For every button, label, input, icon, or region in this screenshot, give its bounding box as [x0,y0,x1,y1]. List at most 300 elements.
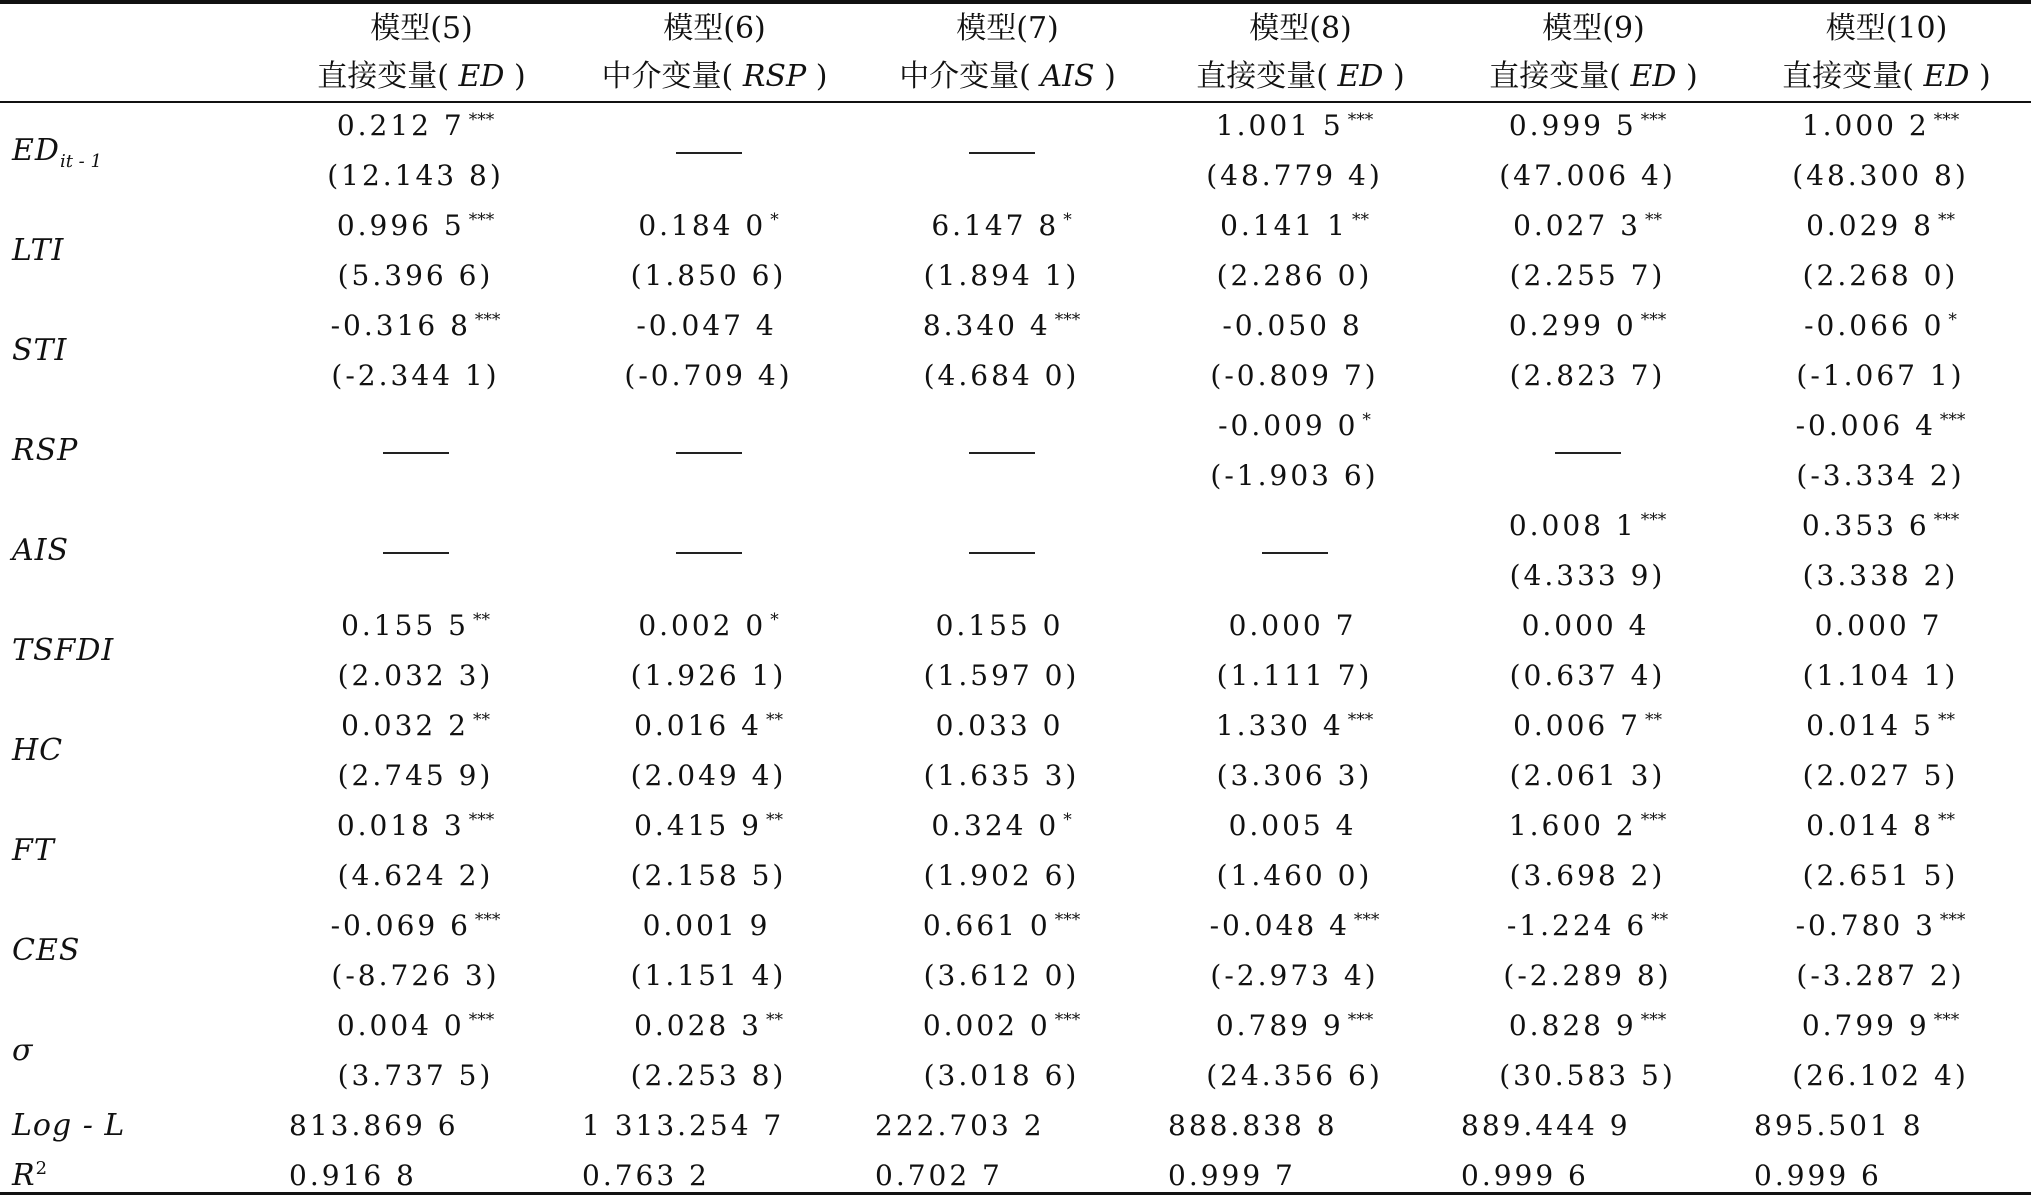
coefficient-cell [1740,101,2031,151]
significance-stars: ** [765,1009,783,1030]
table-row-tstat [0,251,2031,301]
empty-cell [861,501,1154,601]
variable-type-suffix: ) [1104,59,1116,94]
coefficient-cell [1154,801,1447,851]
coefficient-value: 0.000 4 [1521,609,1650,642]
variable-label [0,501,275,601]
table-row-tstat [0,851,2031,901]
significance-stars: * [1063,209,1072,230]
significance-stars: *** [1933,109,1960,130]
variable-type-prefix: 中介变量( [899,59,1031,94]
table-row [0,1001,2031,1051]
t-statistic-cell: (1.635 3) [923,759,1080,792]
t-statistic-cell: (-2.344 1) [331,359,500,392]
significance-stars: ** [765,809,783,830]
significance-stars: * [1362,409,1371,430]
statistic-value: 813.869 6 [289,1109,459,1142]
coefficient-cell [568,201,861,251]
t-statistic-cell: (2.268 0) [1802,259,1959,292]
t-statistic-cell: (1.597 0) [923,659,1080,692]
t-statistic-cell: (1.111 7) [1216,659,1373,692]
t-statistic-cell: (-3.287 2) [1796,959,1965,992]
coefficient-cell [275,901,568,951]
coefficient-cell [1740,201,2031,251]
table-row [0,301,2031,351]
variable-column-header [0,4,275,53]
dash-placeholder [676,152,742,154]
empty-cell [1154,501,1447,601]
coefficient-value: 0.155 0 [935,609,1064,642]
t-statistic-cell: (2.061 3) [1509,759,1666,792]
coefficient-value: 0.018 3 [336,809,465,842]
t-statistic-cell: (3.698 2) [1509,859,1666,892]
t-statistic-cell: (2.255 7) [1509,259,1666,292]
model-header: 模型(8) [1249,11,1352,46]
dash-placeholder [383,552,449,554]
statistic-value: 895.501 8 [1754,1109,1924,1142]
variable-type-header-blank [0,53,275,101]
t-statistic-cell: (-8.726 3) [331,959,500,992]
coefficient-value: 0.029 8 [1806,209,1934,242]
table-row [0,501,2031,551]
t-statistic-cell: (1.894 1) [923,259,1080,292]
variable-label [0,701,275,801]
coefficient-value: 0.014 8 [1806,809,1934,842]
t-statistic-cell: (48.300 8) [1792,159,1969,192]
coefficient-cell [1740,301,2031,351]
statistic-row [0,1101,2031,1151]
coefficient-value: 0.005 4 [1228,809,1357,842]
coefficient-value: -0.009 0 [1218,409,1359,442]
significance-stars: ** [1644,209,1662,230]
dash-placeholder [383,452,449,454]
t-statistic-cell: (3.306 3) [1216,759,1373,792]
significance-stars: ** [1937,209,1955,230]
coefficient-value: 0.008 1 [1508,509,1637,542]
coefficient-cell [1154,701,1447,751]
statistic-value: 1 313.254 7 [582,1109,785,1142]
coefficient-value: 0.324 0 [931,809,1060,842]
statistic-label [0,1151,275,1201]
t-statistic-cell: (2.745 9) [337,759,494,792]
significance-stars: ** [1651,909,1669,930]
coefficient-cell [275,301,568,351]
significance-stars: ** [472,709,490,730]
significance-stars: *** [1939,909,1966,930]
statistic-value: 0.702 7 [875,1159,1003,1192]
coefficient-value: 0.141 1 [1220,209,1348,242]
variable-subscript: it - 1 [59,151,102,172]
statistic-name: R [12,1158,36,1193]
coefficient-cell [1154,401,1447,451]
t-statistic-cell: (1.926 1) [630,659,787,692]
table-row-tstat [0,751,2031,801]
variable-label [0,201,275,301]
coefficient-cell [861,601,1154,651]
coefficient-value: 0.006 7 [1513,709,1641,742]
coefficient-value: 1.600 2 [1508,809,1637,842]
coefficient-cell [1740,401,2031,451]
t-statistic-cell: (-1.067 1) [1796,359,1965,392]
significance-stars: * [1063,809,1072,830]
model-header: 模型(7) [956,11,1059,46]
coefficient-value: 6.147 8 [931,209,1060,242]
t-statistic-cell: (1.104 1) [1802,659,1959,692]
t-statistic-cell: (4.624 2) [337,859,494,892]
empty-cell [568,101,861,201]
coefficient-value: 0.828 9 [1508,1009,1637,1042]
significance-stars: *** [474,309,501,330]
coefficient-value: 8.340 4 [922,309,1051,342]
coefficient-cell [1154,101,1447,151]
coefficient-cell [1154,1001,1447,1051]
coefficient-cell [1447,601,1740,651]
coefficient-cell [1447,901,1740,951]
model-header: 模型(5) [370,11,473,46]
dash-placeholder [1555,452,1621,454]
table-body [0,101,2031,1201]
significance-stars: *** [468,109,495,130]
t-statistic-cell: (-0.809 7) [1210,359,1379,392]
variable-name: TSFDI [12,633,115,668]
variable-label [0,901,275,1001]
coefficient-value: 0.000 7 [1814,609,1943,642]
significance-stars: *** [1347,709,1374,730]
significance-stars: *** [1347,1009,1374,1030]
t-statistic-cell: (2.823 7) [1509,359,1666,392]
t-statistic-cell: (2.032 3) [337,659,494,692]
t-statistic-cell: (30.583 5) [1499,1059,1676,1092]
empty-cell [861,101,1154,201]
coefficient-cell [568,601,861,651]
table-row [0,701,2031,751]
variable-type-header [1740,53,2031,101]
t-statistic-cell: (2.049 4) [630,759,787,792]
coefficient-cell [568,1001,861,1051]
variable-label [0,601,275,701]
significance-stars: ** [1351,209,1369,230]
empty-cell [861,401,1154,501]
empty-cell [568,401,861,501]
t-statistic-cell: (0.637 4) [1509,659,1666,692]
coefficient-cell [1740,1001,2031,1051]
t-statistic-cell: (2.027 5) [1802,759,1959,792]
t-statistic-cell: (12.143 8) [327,159,504,192]
coefficient-value: 0.002 0 [638,609,767,642]
t-statistic-cell: (2.158 5) [630,859,787,892]
t-statistic-cell: (2.253 8) [630,1059,787,1092]
significance-stars: *** [1054,1009,1081,1030]
coefficient-cell [1447,1001,1740,1051]
coefficient-cell [1447,801,1740,851]
t-statistic-cell: (4.684 0) [923,359,1080,392]
significance-stars: * [770,609,779,630]
variable-name: AIS [12,533,70,568]
variable-label [0,1001,275,1101]
statistic-value: 0.999 6 [1754,1159,1882,1192]
model-header: 模型(10) [1825,11,1948,46]
coefficient-cell [275,1001,568,1051]
coefficient-value: 0.212 7 [336,109,465,142]
table-row-tstat [0,351,2031,401]
table-row [0,901,2031,951]
regression-table [0,4,2031,1201]
coefficient-value: 0.028 3 [634,1009,762,1042]
variable-type-code: ED [1337,59,1384,94]
empty-cell [1447,401,1740,501]
coefficient-value: 1.000 2 [1801,109,1930,142]
t-statistic-cell: (4.333 9) [1509,559,1666,592]
coefficient-value: 1.001 5 [1215,109,1344,142]
significance-stars: *** [1933,509,1960,530]
coefficient-value: 0.184 0 [638,209,767,242]
table-header [0,4,2031,101]
t-statistic-cell: (1.151 4) [630,959,787,992]
coefficient-cell [1447,201,1740,251]
t-statistic-cell: (3.018 6) [923,1059,1080,1092]
variable-label [0,301,275,401]
variable-name: RSP [12,433,79,468]
variable-type-prefix: 直接变量( [1489,59,1621,94]
coefficient-value: 0.002 0 [922,1009,1051,1042]
variable-type-header [568,53,861,101]
coefficient-value: -0.316 8 [330,309,471,342]
table-row-tstat [0,651,2031,701]
variable-type-code: ED [1923,59,1970,94]
t-statistic-cell: (-2.289 8) [1503,959,1672,992]
coefficient-value: 0.027 3 [1513,209,1641,242]
coefficient-cell [1740,901,2031,951]
significance-stars: ** [1937,709,1955,730]
model-header: 模型(6) [663,11,766,46]
variable-type-prefix: 中介变量( [601,59,734,94]
empty-cell [568,501,861,601]
coefficient-value: 0.155 5 [341,609,469,642]
coefficient-cell [1154,201,1447,251]
coefficient-value: 0.004 0 [336,1009,465,1042]
model-name-row [0,4,2031,53]
statistic-name: Log - L [12,1108,126,1143]
dash-placeholder [1262,552,1328,554]
significance-stars: *** [1054,909,1081,930]
significance-stars: ** [472,609,490,630]
significance-stars: *** [1353,909,1380,930]
variable-name: σ [12,1033,34,1068]
significance-stars: ** [1937,809,1955,830]
variable-name: HC [12,733,64,768]
t-statistic-cell: (47.006 4) [1499,159,1676,192]
coefficient-cell [861,801,1154,851]
statistic-row [0,1151,2031,1201]
t-statistic-cell: (-1.903 6) [1210,459,1379,492]
statistic-value: 0.999 6 [1461,1159,1589,1192]
coefficient-value: 0.032 2 [341,709,469,742]
dash-placeholder [969,552,1035,554]
variable-type-suffix: ) [1393,59,1405,94]
significance-stars: *** [1347,109,1374,130]
coefficient-cell [1740,801,2031,851]
coefficient-cell [861,901,1154,951]
coefficient-value: 0.014 5 [1806,709,1934,742]
variable-name: CES [12,933,81,968]
coefficient-cell [568,801,861,851]
coefficient-value: -0.006 4 [1795,409,1936,442]
coefficient-value: 0.999 5 [1508,109,1637,142]
significance-stars: *** [1933,1009,1960,1030]
empty-cell [275,501,568,601]
t-statistic-cell: (2.286 0) [1216,259,1373,292]
coefficient-cell [1447,101,1740,151]
coefficient-value: 0.996 5 [336,209,465,242]
variable-label [0,801,275,901]
variable-name: ED [12,133,60,168]
significance-stars: *** [1640,109,1667,130]
coefficient-value: -0.066 0 [1804,309,1945,342]
variable-type-suffix: ) [815,59,828,94]
variable-type-code: RSP [742,59,807,94]
coefficient-cell [1154,601,1447,651]
coefficient-cell [1447,301,1740,351]
significance-stars: * [1948,309,1957,330]
variable-type-header [1154,53,1447,101]
t-statistic-cell: (3.612 0) [923,959,1080,992]
variable-type-code: ED [458,59,505,94]
coefficient-value: 0.033 0 [935,709,1064,742]
coefficient-cell [275,101,568,151]
significance-stars: *** [468,1009,495,1030]
coefficient-value: 0.789 9 [1215,1009,1344,1042]
significance-stars: *** [1640,309,1667,330]
coefficient-value: 0.001 9 [642,909,771,942]
coefficient-cell [1447,701,1740,751]
t-statistic-cell: (3.338 2) [1802,559,1959,592]
coefficient-cell [861,701,1154,751]
model-header: 模型(9) [1542,11,1645,46]
variable-label [0,101,275,201]
table-row [0,601,2031,651]
coefficient-cell [275,701,568,751]
statistic-label [0,1101,275,1151]
statistic-value: 888.838 8 [1168,1109,1338,1142]
t-statistic-cell: (2.651 5) [1802,859,1959,892]
significance-stars: *** [1054,309,1081,330]
t-statistic-cell: (-2.973 4) [1210,959,1379,992]
coefficient-value: -0.047 4 [636,309,777,342]
coefficient-cell [1740,601,2031,651]
coefficient-cell [1740,701,2031,751]
significance-stars: *** [468,809,495,830]
coefficient-cell [275,601,568,651]
coefficient-cell [861,301,1154,351]
coefficient-value: -0.069 6 [330,909,471,942]
statistic-value: 0.916 8 [289,1159,417,1192]
variable-type-code: ED [1630,59,1677,94]
coefficient-value: 0.661 0 [922,909,1051,942]
coefficient-cell [568,301,861,351]
significance-stars: *** [474,909,501,930]
variable-type-suffix: ) [514,59,526,94]
t-statistic-cell: (48.779 4) [1206,159,1383,192]
significance-stars: *** [1640,509,1667,530]
coefficient-cell [1740,501,2031,551]
significance-stars: ** [1644,709,1662,730]
t-statistic-cell: (1.850 6) [630,259,787,292]
coefficient-cell [568,901,861,951]
coefficient-cell [275,201,568,251]
dash-placeholder [676,552,742,554]
coefficient-cell [568,701,861,751]
coefficient-cell [1447,501,1740,551]
significance-stars: ** [765,709,783,730]
significance-stars: *** [1939,409,1966,430]
dash-placeholder [969,152,1035,154]
t-statistic-cell: (1.902 6) [923,859,1080,892]
t-statistic-cell: (26.102 4) [1792,1059,1969,1092]
t-statistic-cell: (5.396 6) [337,259,494,292]
statistic-superscript: 2 [35,1158,49,1179]
empty-cell [275,401,568,501]
coefficient-value: 1.330 4 [1215,709,1344,742]
coefficient-value: 0.415 9 [634,809,762,842]
variable-type-row [0,53,2031,101]
t-statistic-cell: (24.356 6) [1206,1059,1383,1092]
t-statistic-cell: (1.460 0) [1216,859,1373,892]
t-statistic-cell: (-0.709 4) [624,359,793,392]
coefficient-value: 0.016 4 [634,709,762,742]
coefficient-cell [1154,901,1447,951]
statistic-value: 0.763 2 [582,1159,710,1192]
significance-stars: *** [1640,1009,1667,1030]
statistic-value: 222.703 2 [875,1109,1045,1142]
variable-name: FT [12,833,55,868]
table-row [0,401,2031,451]
statistic-value: 0.999 7 [1168,1159,1296,1192]
coefficient-value: 0.353 6 [1801,509,1930,542]
variable-type-header [861,53,1154,101]
variable-type-header [275,53,568,101]
dash-placeholder [676,452,742,454]
variable-type-suffix: ) [1686,59,1698,94]
table-row-tstat [0,1051,2031,1101]
coefficient-value: -0.780 3 [1795,909,1936,942]
variable-type-prefix: 直接变量( [1196,59,1328,94]
t-statistic-cell: (-3.334 2) [1796,459,1965,492]
variable-type-prefix: 直接变量( [317,59,449,94]
coefficient-value: 0.000 7 [1228,609,1357,642]
variable-name: LTI [12,233,65,268]
table-row [0,801,2031,851]
significance-stars: *** [468,209,495,230]
table-row [0,101,2031,151]
variable-type-suffix: ) [1979,59,1991,94]
coefficient-cell [861,201,1154,251]
variable-label [0,401,275,501]
significance-stars: *** [1640,809,1667,830]
table-row [0,201,2031,251]
variable-type-header [1447,53,1740,101]
coefficient-value: 0.299 0 [1508,309,1637,342]
variable-name: STI [12,333,68,368]
dash-placeholder [969,452,1035,454]
coefficient-cell [861,1001,1154,1051]
coefficient-cell [275,801,568,851]
coefficient-value: -0.050 8 [1222,309,1363,342]
variable-type-prefix: 直接变量( [1782,59,1914,94]
significance-stars: * [770,209,779,230]
coefficient-value: 0.799 9 [1801,1009,1930,1042]
t-statistic-cell: (3.737 5) [337,1059,494,1092]
coefficient-cell [1154,301,1447,351]
